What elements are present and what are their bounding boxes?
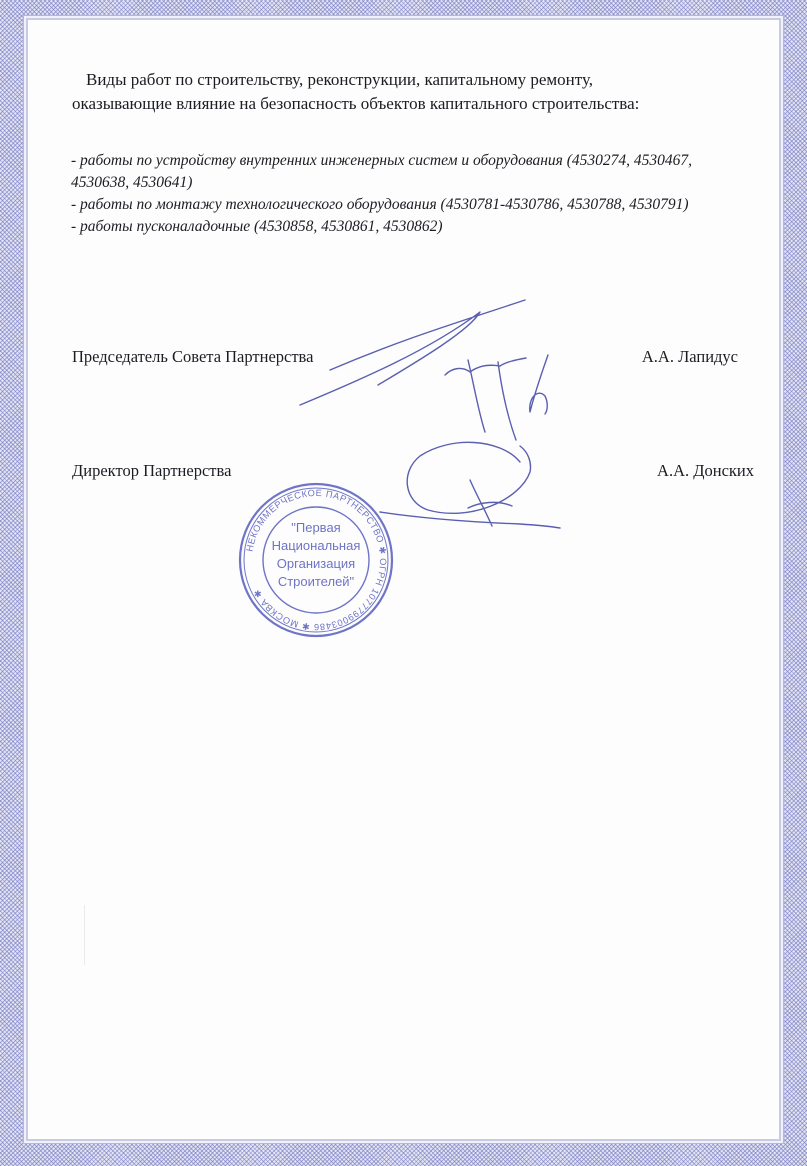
stamp-line-2: Национальная (271, 538, 361, 553)
works-list (71, 150, 771, 238)
signatory-name: А.А. Лапидус (641, 347, 738, 366)
stamp-ring-text: НЕКОММЕРЧЕСКОЕ ПАРТНЕРСТВО ✱ ОГРН 1077799003486 ✱ МОСКВА ✱ (244, 487, 389, 633)
stamp-center-text (272, 520, 361, 589)
intro-line-2: оказывающие влияние на безопасность объектов капитального строительства: (72, 94, 640, 113)
signatory-role: Председатель Совета Партнерства (72, 347, 314, 366)
stamp-seal (236, 480, 396, 640)
intro-line-1: Виды работ по строительству, реконструкции, капитальному ремонту, (86, 70, 594, 89)
stamp-line-1: "Первая (291, 520, 341, 535)
stamp-line-3: Организация (276, 556, 356, 571)
intro-paragraph (72, 68, 762, 116)
works-item-3: - работы пусконаладочные (4530858, 4530861, 4530862) (71, 218, 443, 235)
works-item-2: - работы по монтажу технологического оборудования (4530781-4530786, 4530788, 4530791) (71, 196, 689, 213)
works-item-1-cont: 4530638, 4530641) (71, 174, 193, 191)
works-item-1: - работы по устройству внутренних инженерных систем и оборудования (4530274, 4530467, (71, 152, 692, 169)
stamp-line-4: Строителей" (277, 574, 355, 589)
signatory-role: Директор Партнерства (72, 461, 232, 480)
signatory-name: А.А. Донских (657, 461, 754, 480)
faint-scan-mark (84, 905, 85, 965)
